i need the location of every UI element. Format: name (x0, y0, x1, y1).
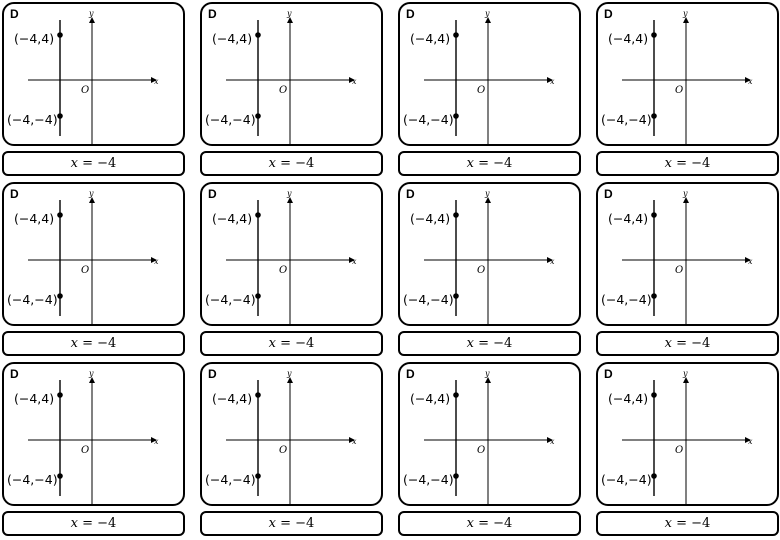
x-axis-label: x (748, 437, 753, 446)
point-top-dot (57, 212, 63, 218)
card-letter: D (208, 7, 217, 21)
point-bottom-label: (−4,−4) (7, 292, 58, 307)
origin-label: O (477, 445, 486, 456)
origin-label: O (279, 85, 288, 96)
point-top-dot (453, 212, 459, 218)
point-bottom-label: (−4,−4) (205, 472, 256, 487)
graph-card (398, 2, 581, 146)
point-bottom-label: (−4,−4) (403, 292, 454, 307)
y-axis-label: y (287, 189, 292, 198)
point-top-dot (453, 392, 459, 398)
equation-box (596, 511, 779, 536)
equation-value: = −4 (276, 156, 315, 171)
equation-variable: x (664, 336, 672, 351)
origin-label: O (477, 265, 486, 276)
card-letter: D (10, 367, 19, 381)
point-top-label: (−4,4) (410, 211, 451, 226)
equation-box (200, 151, 383, 176)
equation-value: = −4 (276, 516, 315, 531)
equation-box (596, 151, 779, 176)
equation-box (2, 511, 185, 536)
coordinate-graph (202, 364, 383, 506)
equation-variable: x (466, 336, 474, 351)
coordinate-graph (400, 364, 581, 506)
point-top-label: (−4,4) (212, 31, 253, 46)
equation-box (2, 151, 185, 176)
x-axis-label: x (352, 437, 357, 446)
graph-card (200, 182, 383, 326)
x-axis-label: x (352, 77, 357, 86)
point-top-label: (−4,4) (410, 391, 451, 406)
equation-value: = −4 (474, 516, 513, 531)
equation-variable: x (268, 516, 276, 531)
origin-label: O (279, 265, 288, 276)
card-letter: D (406, 367, 415, 381)
point-top-label: (−4,4) (212, 211, 253, 226)
point-top-label: (−4,4) (14, 31, 55, 46)
point-bottom-label: (−4,−4) (601, 292, 652, 307)
x-axis-label: x (154, 77, 159, 86)
x-axis-label: x (154, 437, 159, 446)
x-axis-label: x (550, 437, 555, 446)
point-bottom-dot (651, 473, 657, 479)
coordinate-graph (202, 184, 383, 326)
x-axis-label: x (352, 257, 357, 266)
y-axis-label: y (683, 369, 688, 378)
equation-variable: x (268, 336, 276, 351)
y-axis-label: y (683, 189, 688, 198)
equation-variable: x (664, 156, 672, 171)
point-bottom-label: (−4,−4) (7, 472, 58, 487)
x-axis-label: x (748, 77, 753, 86)
equation-value: = −4 (78, 516, 117, 531)
equation-box (398, 511, 581, 536)
graph-card (596, 182, 779, 326)
equation-value: = −4 (474, 156, 513, 171)
card-letter: D (10, 187, 19, 201)
point-bottom-dot (57, 473, 63, 479)
x-axis-label: x (748, 257, 753, 266)
equation-box (398, 151, 581, 176)
point-top-dot (255, 392, 261, 398)
equation-box (398, 331, 581, 356)
graph-card (200, 362, 383, 506)
card-letter: D (406, 7, 415, 21)
equation-variable: x (70, 336, 78, 351)
equation-value: = −4 (78, 336, 117, 351)
equation-variable: x (268, 156, 276, 171)
origin-label: O (675, 445, 684, 456)
coordinate-graph (598, 4, 779, 146)
equation-variable: x (70, 156, 78, 171)
point-top-label: (−4,4) (608, 31, 649, 46)
point-top-label: (−4,4) (14, 391, 55, 406)
graph-card (398, 182, 581, 326)
graph-card (2, 2, 185, 146)
point-bottom-dot (255, 113, 261, 119)
equation-value: = −4 (672, 516, 711, 531)
point-top-dot (651, 392, 657, 398)
equation-variable: x (664, 516, 672, 531)
point-bottom-label: (−4,−4) (7, 112, 58, 127)
point-top-dot (57, 32, 63, 38)
point-top-label: (−4,4) (14, 211, 55, 226)
card-letter: D (406, 187, 415, 201)
y-axis-label: y (287, 369, 292, 378)
y-axis-label: y (89, 189, 94, 198)
point-top-dot (651, 212, 657, 218)
graph-card (596, 362, 779, 506)
y-axis-label: y (89, 9, 94, 18)
point-bottom-dot (651, 293, 657, 299)
origin-label: O (81, 85, 90, 96)
equation-value: = −4 (276, 336, 315, 351)
point-top-dot (651, 32, 657, 38)
equation-value: = −4 (672, 336, 711, 351)
graph-card (2, 182, 185, 326)
coordinate-graph (598, 184, 779, 326)
equation-value: = −4 (474, 336, 513, 351)
point-bottom-label: (−4,−4) (205, 292, 256, 307)
y-axis-label: y (89, 369, 94, 378)
point-top-label: (−4,4) (608, 391, 649, 406)
equation-value: = −4 (672, 156, 711, 171)
card-letter: D (604, 7, 613, 21)
coordinate-graph (400, 184, 581, 326)
point-bottom-label: (−4,−4) (403, 472, 454, 487)
coordinate-graph (4, 184, 185, 326)
x-axis-label: x (550, 77, 555, 86)
card-letter: D (10, 7, 19, 21)
y-axis-label: y (683, 9, 688, 18)
graph-card (398, 362, 581, 506)
point-bottom-dot (453, 293, 459, 299)
point-top-dot (57, 392, 63, 398)
point-bottom-label: (−4,−4) (205, 112, 256, 127)
origin-label: O (81, 445, 90, 456)
point-top-dot (255, 212, 261, 218)
equation-box (200, 511, 383, 536)
point-bottom-dot (255, 293, 261, 299)
equation-variable: x (466, 156, 474, 171)
y-axis-label: y (485, 189, 490, 198)
graph-card (596, 2, 779, 146)
coordinate-graph (598, 364, 779, 506)
equation-variable: x (70, 516, 78, 531)
coordinate-graph (202, 4, 383, 146)
point-bottom-dot (453, 113, 459, 119)
card-letter: D (208, 367, 217, 381)
card-letter: D (604, 367, 613, 381)
point-bottom-dot (57, 293, 63, 299)
equation-box (596, 331, 779, 356)
card-letter: D (604, 187, 613, 201)
point-bottom-label: (−4,−4) (403, 112, 454, 127)
graph-card (2, 362, 185, 506)
equation-box (2, 331, 185, 356)
point-top-dot (453, 32, 459, 38)
point-bottom-dot (57, 113, 63, 119)
point-top-label: (−4,4) (212, 391, 253, 406)
point-top-label: (−4,4) (608, 211, 649, 226)
equation-box (200, 331, 383, 356)
point-bottom-dot (651, 113, 657, 119)
point-top-dot (255, 32, 261, 38)
coordinate-graph (400, 4, 581, 146)
equation-variable: x (466, 516, 474, 531)
coordinate-graph (4, 364, 185, 506)
equation-value: = −4 (78, 156, 117, 171)
origin-label: O (279, 445, 288, 456)
origin-label: O (675, 265, 684, 276)
graph-card (200, 2, 383, 146)
y-axis-label: y (485, 369, 490, 378)
coordinate-graph (4, 4, 185, 146)
point-bottom-dot (453, 473, 459, 479)
x-axis-label: x (154, 257, 159, 266)
y-axis-label: y (485, 9, 490, 18)
point-bottom-label: (−4,−4) (601, 112, 652, 127)
origin-label: O (81, 265, 90, 276)
point-bottom-dot (255, 473, 261, 479)
point-bottom-label: (−4,−4) (601, 472, 652, 487)
y-axis-label: y (287, 9, 292, 18)
point-top-label: (−4,4) (410, 31, 451, 46)
x-axis-label: x (550, 257, 555, 266)
card-letter: D (208, 187, 217, 201)
origin-label: O (477, 85, 486, 96)
origin-label: O (675, 85, 684, 96)
